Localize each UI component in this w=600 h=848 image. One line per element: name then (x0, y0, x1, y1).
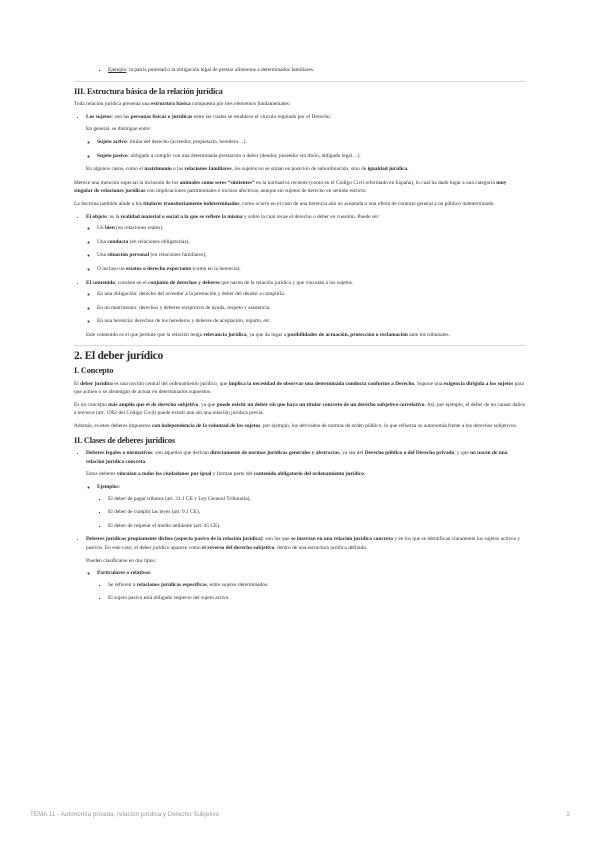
page-footer (30, 811, 570, 818)
list-item: • Deberes jurídicos propiamente dichos (aspecto pasivo de la relación jurídica): son los que se insertan en una relación jurídica concreta y en los que se identifican claramente los sujetos activos y pasivos. En este caso, el deber jurídico aparece como el reverso del derecho subjetivo, dentro de una estructura jurídica definida. Pueden clasificarse en dos tipos: ◦ Particulares o relativos: ▪ Se refieren a relaciones jurídicas específicas, entre sujetos determinados. ▪ El sujeto pasivo está obligado respecto del sujeto activo. (86, 535, 526, 603)
top-list (96, 66, 526, 75)
page-content (74, 66, 526, 608)
section-heading: I. Concepto (74, 366, 114, 376)
list-item: • El objeto: es la realidad material o social a la que se refiere la misma y sobre la cual recae el derecho o deber en cuestión. Puede ser: ◦ Un bien (en relaciones reales), ◦ Una conducta (en relaciones obligatorias), ◦ Una situación personal (en relaciones familiares), ◦ O incluso un estatus o derecho expectante (como en la herencia). (86, 213, 526, 274)
section-heading: III. Estructura básica de la relación jurídica (74, 86, 223, 96)
divider (74, 345, 526, 346)
list-item: • El contenido: consiste en el conjunto de derechos y deberes que nacen de la relación jurídica y que vinculan a los sujetos. ◦ En una obligación: derecho del acreedor a la prestación y deber del deudor a cumplirla. ◦ En un matrimonio: derechos y deberes recíprocos de ayuda, respeto y asistencia. ◦ En una herencia: derechos de los herederos y deberes de aceptación, reparto, etc. Este contenido es el que permite que la relación tenga relevancia jurídica, ya que da lugar a posibilidades de actuación, protección o reclamación ante los tribunales. (86, 279, 526, 340)
list-item: ▪ Ejemplo: la patria potestad o la obligación legal de prestar alimentos a determinados familiares. (108, 66, 526, 75)
chapter-heading: 2. El deber jurídico (74, 350, 163, 363)
subjects-sublist (86, 138, 526, 160)
elements-list (74, 113, 526, 174)
list-item: • Deberes legales o normativos: son aquellos que derivan directamente de normas jurídicas generales y abstractas, ya sea del Derecho público o del Derecho privado, y que no nacen de una relación jurídica concreta. Estos deberes vinculan a todos los ciudadanos por igual y forman parte del contenido obligatorio del ordenamiento jurídico. ◦ Ejemplos: ▪ El deber de pagar tributos (art. 31.1 CE y Ley General Tributaria), ▪ El deber de cumplir las leyes (art. 9.1 CE), ▪ El deber de respetar el medio ambiente (art. 45 CE). (86, 449, 526, 530)
list-item: ◦ En una herencia: derechos de los herederos y deberes de aceptación, reparto, etc. (97, 317, 526, 326)
paragraph: Además, existen deberes impuestos con independencia de la voluntad de los sujetos, por ejemplo, los derivados de normas de orden público, lo que refuerza su autonomía frente a los derechos subjetivos. (74, 423, 518, 430)
list-item: ▪ El deber de pagar tributos (art. 31.1 CE y Ley General Tributaria), (108, 495, 526, 504)
list-item: ▪ Se refieren a relaciones jurídicas específicas, entre sujetos determinados. (108, 581, 526, 590)
list-item: ◦ O incluso un estatus o derecho expectante (como en la herencia). (97, 265, 526, 274)
list-item: ◦ En una obligación: derecho del acreedor a la prestación y deber del deudor a cumplirla. (97, 290, 526, 299)
list-item: ▪ El deber de cumplir las leyes (art. 9.1 CE), (108, 508, 526, 517)
list-item: • Los sujetos: son las personas físicas o jurídicas entre las cuales se establece el vínculo regulado por el Derecho. En general, se distingue entre: ◦ Sujeto activo: titular del derecho (acreedor, propietario, heredero…). ◦ Sujeto pasivo: obligado a cumplir con una determinada prestación o deber (deudor, poseedor sin título, obligado legal…). En algunos casos, como el matrimonio o las relaciones familiares, los sujetos no se sitúan en posición de subordinación, sino de igualdad jurídica. (86, 113, 526, 174)
elements-list-2 (74, 213, 526, 340)
examples-items (97, 495, 526, 531)
paragraph: Merece una mención especial la inclusión de los animales como seres “sintientes” en la normativa reciente (como en el Código Civil reformado en España), lo cual ha dado lugar a una categoría muy singular de relaciones jurídicas con implicaciones patrimoniales e incluso afectivas, aunque sin sujetos de derecho en sentido estricto. (74, 179, 507, 195)
paragraph: El deber jurídico es una noción central del ordenamiento jurídico, que implica la necesidad de observar una determinada conducta conforme a Derecho. Supone una exigencia dirigida a los sujetos para que actúen o se abstengan de actuar en determinados supuestos. (74, 380, 524, 396)
example-label: Ejemplo (108, 67, 127, 73)
list-item: ▪ El sujeto pasivo está obligado respecto del sujeto activo. (108, 594, 526, 603)
divider (74, 81, 526, 82)
types-sublist (86, 569, 526, 603)
list-item: ◦ Particulares o relativos: ▪ Se refieren a relaciones jurídicas específicas, entre sujetos determinados. ▪ El sujeto pasivo está obligado respecto del sujeto activo. (97, 569, 526, 603)
list-item: ◦ Un bien (en relaciones reales), (97, 224, 526, 233)
paragraph: Este contenido es el que permite que la relación tenga relevancia jurídica, ya que da lugar a posibilidades de actuación, protección o reclamación ante los tribunales. (86, 331, 450, 338)
paragraph: La doctrina también alude a los titulares transitoriamente indeterminados, como ocurre en el caso de una herencia aún no aceptada o una oferta de contrato general a un público indeterminado. (74, 200, 495, 207)
list-item: ◦ Sujeto activo: titular del derecho (acreedor, propietario, heredero…). (97, 138, 526, 147)
examples-sublist (86, 483, 526, 530)
paragraph: Toda relación jurídica presenta una estructura básica compuesta por tres elementos fundamentales: (74, 101, 291, 108)
section-heading: II. Clases de deberes jurídicos (74, 435, 175, 445)
particular-items (97, 581, 526, 603)
paragraph: Estos deberes vinculan a todos los ciudadanos por igual y forman parte del contenido obligatorio del ordenamiento jurídico. (86, 471, 366, 478)
page-number: 2 (566, 811, 570, 818)
list-item: ◦ Una situación personal (en relaciones familiares), (97, 251, 526, 260)
list-item: ◦ En un matrimonio: derechos y deberes recíprocos de ayuda, respeto y asistencia. (97, 304, 526, 313)
classes-list (74, 449, 526, 603)
footer-title: TEMA 11 - Autonomía privada, relación jurídica y Derecho Subjetivo (30, 811, 220, 818)
content-sublist (86, 290, 526, 326)
list-item: ▪ El deber de respetar el medio ambiente (art. 45 CE). (108, 522, 526, 531)
list-item: ◦ Ejemplos: ▪ El deber de pagar tributos (art. 31.1 CE y Ley General Tributaria), ▪ El deber de cumplir las leyes (art. 9.1 CE), ▪ El deber de respetar el medio ambiente (art. 45 CE). (97, 483, 526, 530)
list-item: ◦ Una conducta (en relaciones obligatorias), (97, 238, 526, 247)
list-item: ◦ Sujeto pasivo: obligado a cumplir con una determinada prestación o deber (deudor, poseedor sin título, obligado legal…). (97, 152, 526, 161)
paragraph: Es un concepto más amplio que el de derecho subjetivo, ya que puede existir un deber sin que haya un titular concreto de un derecho subjetivo correlativo. Así, por ejemplo, el deber de no causar daños a terceros (art. 1902 del Código Civil) puede existir aun sin una relación jurídica previa. (74, 401, 526, 417)
paragraph: En algunos casos, como el matrimonio o las relaciones familiares, los sujetos no se sitúan en posición de subordinación, sino de igualdad jurídica. (86, 166, 409, 173)
object-sublist (86, 224, 526, 273)
